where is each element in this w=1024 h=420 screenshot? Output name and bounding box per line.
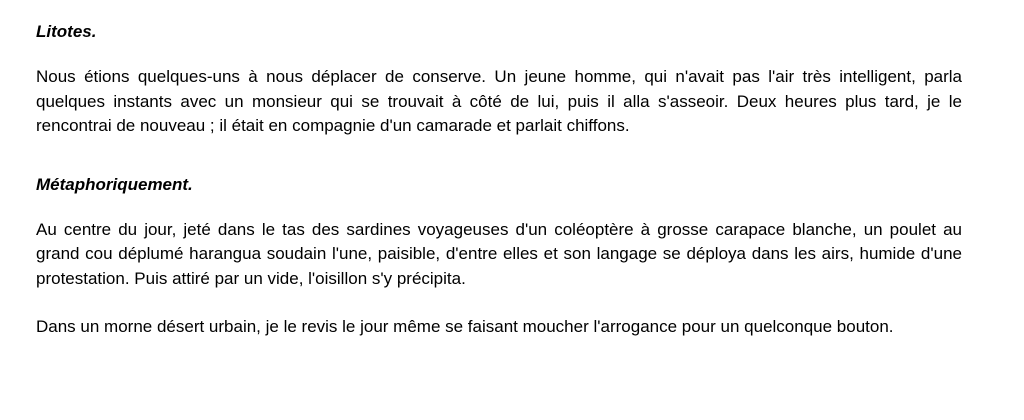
paragraph-metaphoriquement-2: Dans un morne désert urbain, je le revis le jour même se faisant moucher l'arrogance pour un quelconque bouton. bbox=[36, 316, 894, 336]
document-page bbox=[36, 20, 962, 339]
section-heading-litotes: Litotes. bbox=[36, 22, 97, 41]
paragraph-metaphoriquement-1: Au centre du jour, jeté dans le tas des sardines voyageuses d'un coléoptère à grosse carapace blanche, un poulet au grand cou déplumé harangua soudain l'une, paisible, d'entre elles et son langage se déploya dans les airs, humide d'une protestation. Puis attiré par un vide, l'oisillon s'y précipita. bbox=[36, 219, 962, 288]
paragraph-litotes: Nous étions quelques-uns à nous déplacer de conserve. Un jeune homme, qui n'avait pas l'air très intelligent, parla quelques instants avec un monsieur qui se trouvait à côté de lui, puis il alla s'asseoir. Deux heures plus tard, je le rencontrai de nouveau ; il était en compagnie d'un camarade et parlait chiffons. bbox=[36, 67, 962, 136]
section-heading-metaphoriquement: Métaphoriquement. bbox=[36, 174, 193, 194]
